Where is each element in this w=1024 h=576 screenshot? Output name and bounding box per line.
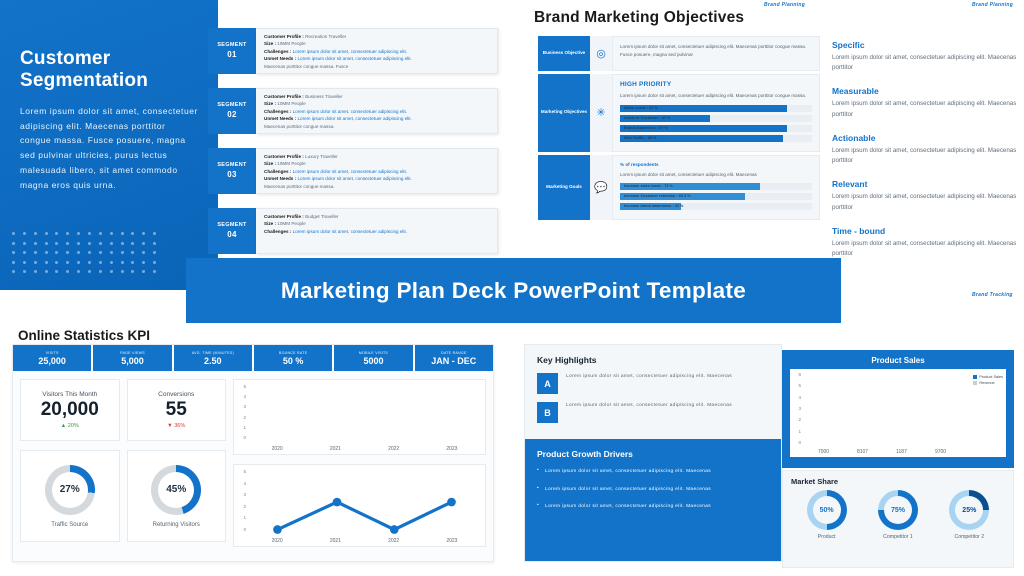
bar-row <box>620 115 812 122</box>
segment-tab-number: 04 <box>227 230 237 240</box>
customer-segmentation-panel <box>0 0 218 290</box>
legend-label: Revenue <box>979 381 995 385</box>
kpi-section-title: Online Statistics KPI <box>18 328 151 343</box>
product-sales-panel <box>782 350 1014 468</box>
bar-series <box>804 373 960 445</box>
market-share-item <box>807 490 847 540</box>
x-tick: 2021 <box>329 538 341 544</box>
row-text: Lorem ipsum dolor sit amet, consectetuer adipiscing elit. Maecenas <box>620 171 757 177</box>
kpi-cell <box>334 345 412 371</box>
y-tick: 5 <box>243 384 246 389</box>
list-item <box>832 86 1022 119</box>
bar-label: Web Traffic : 85 % <box>624 135 657 140</box>
segment-tab-label: SEGMENT <box>217 101 247 108</box>
size-value: 10MM People <box>277 161 306 167</box>
segment-tab <box>208 88 256 134</box>
profile-key: Customer Profile : <box>264 34 304 39</box>
legend-label: Product Sales <box>979 375 1003 379</box>
donut-card <box>20 450 120 542</box>
y-tick: 2 <box>243 414 246 420</box>
y-tick: 1 <box>243 515 246 521</box>
list-item: • Lorem ipsum dolor sit amet, consectetuer adipiscing elit. Maecenas <box>537 486 769 495</box>
x-tick: 7000 <box>817 449 830 455</box>
size-key: Size : <box>264 161 276 167</box>
y-tick: 4 <box>243 394 246 400</box>
y-axis-labels <box>792 372 801 445</box>
profile-key: Customer Profile : <box>264 94 304 99</box>
bar-label: Leads to Customer : 47 % <box>624 115 671 120</box>
list-item <box>525 365 781 394</box>
list-item: • Lorem ipsum dolor sit amet, consectetuer adipiscing elit. Maecenas <box>537 468 769 477</box>
list-item <box>832 226 1022 259</box>
donut-caption: Competitor 1 <box>883 534 913 540</box>
market-share-item <box>878 490 918 540</box>
smart-criteria-list <box>832 40 1022 272</box>
list-item <box>832 40 1022 73</box>
kpi-label: MOBILE VISITS <box>358 350 389 355</box>
segment-tab <box>208 28 256 74</box>
list-item[interactable] <box>208 88 498 134</box>
x-tick: 2020 <box>271 446 283 452</box>
kpi-tiles <box>20 379 226 441</box>
y-axis-labels <box>237 384 246 440</box>
y-tick: 6 <box>798 372 801 377</box>
unmet-key: Unmet Needs : <box>264 56 297 62</box>
line-series <box>250 470 479 562</box>
page-title: Brand Marketing Objectives <box>534 9 745 26</box>
donut-caption: Returning Visitors <box>152 521 200 528</box>
list-item <box>832 133 1022 166</box>
market-share-row <box>791 490 1005 540</box>
profile-value: Recreation Traveller <box>305 34 347 39</box>
corner-note-top-text: Brand Planning <box>972 2 1014 8</box>
highlights-title: Key Highlights <box>537 355 597 365</box>
dot-pattern-decoration <box>12 232 162 278</box>
kpi-cell <box>415 345 493 371</box>
segment-extra: Maecenas porttitor congue massa. <box>264 123 335 129</box>
kpi-label: VISITS <box>45 350 59 355</box>
kpi-label: DATE RANGE <box>441 350 467 355</box>
y-tick: 4 <box>243 480 246 486</box>
market-share-title: Market Share <box>791 477 839 486</box>
segment-card <box>256 148 498 194</box>
smart-title: Time - bound <box>832 225 886 236</box>
challenges-key: Challenges : <box>264 48 292 54</box>
market-share-donut <box>807 490 847 530</box>
unmet-value: Lorem ipsum dolor sit amet, consectetuer adipiscing elit. <box>297 176 412 182</box>
target-icon: ◎ <box>590 36 612 71</box>
y-tick: 3 <box>243 404 246 410</box>
traffic-source-donut <box>45 465 95 515</box>
corner-note-bottom-text: Brand Tracking <box>972 292 1013 298</box>
drivers-title: Product Growth Drivers <box>537 449 633 459</box>
smart-title: Specific <box>832 40 865 50</box>
donut-card <box>127 450 227 542</box>
x-tick: 2021 <box>329 446 341 452</box>
x-tick: 2022 <box>388 446 400 452</box>
segment-tab-label: SEGMENT <box>217 41 247 48</box>
list-item: • Lorem ipsum dolor sit amet, consectetuer adipiscing elit. Maecenas <box>537 503 769 512</box>
bar-series <box>250 385 479 440</box>
kpi-cell <box>174 345 252 371</box>
tile-delta: ▲ 20% <box>60 422 79 429</box>
list-item <box>832 179 1022 212</box>
x-axis-labels <box>248 538 481 544</box>
row-body <box>612 74 820 152</box>
y-tick: 2 <box>798 417 801 423</box>
legend-item <box>973 375 1003 379</box>
smart-text: Lorem ipsum dolor sit amet, consectetuer adipiscing elit. Maecenas porttitor <box>832 54 1017 72</box>
challenges-value: Lorem ipsum dolor sit amet, consectetuer adipiscing elit. <box>292 108 407 114</box>
tile-delta-value: 20% <box>67 422 79 429</box>
y-tick: 0 <box>243 526 246 532</box>
y-tick: 5 <box>798 383 801 389</box>
product-growth-drivers <box>525 439 781 561</box>
market-share-donut <box>878 490 918 530</box>
x-axis-labels <box>248 446 481 452</box>
bar-row <box>620 203 812 210</box>
smart-text: Lorem ipsum dolor sit amet, consectetuer adipiscing elit. Maecenas porttitor <box>832 239 1017 258</box>
unmet-value: Lorem ipsum dolor sit amet, consectetuer adipiscing elit. <box>297 56 412 62</box>
unmet-key: Unmet Needs : <box>264 116 297 122</box>
bar-label: Increase Customer retention : 65.3 % <box>624 194 691 199</box>
segment-tab-label: SEGMENT <box>217 221 247 228</box>
table-row <box>538 36 820 71</box>
kpi-value: 2.50 <box>204 355 222 366</box>
bar-label: Sales Leads : 87 % <box>624 105 658 110</box>
kpi-dashboard <box>12 344 494 562</box>
donut-caption: Product <box>817 534 836 540</box>
product-sales-title: Product Sales <box>871 356 925 365</box>
header-note-text: Brand Planning <box>764 2 806 8</box>
size-value: 10MM People <box>277 41 306 47</box>
kpi-value: 50 % <box>282 355 304 366</box>
segment-list <box>208 28 498 268</box>
kpi-label: PAGE VIEWS <box>120 350 145 355</box>
row-body <box>612 36 820 71</box>
drivers-list <box>537 468 769 512</box>
challenges-key: Challenges : <box>264 228 292 234</box>
bar-row <box>620 125 812 132</box>
y-tick: 3 <box>798 405 801 411</box>
size-key: Size : <box>264 41 276 47</box>
market-share-item <box>949 490 989 540</box>
bar-row <box>620 183 812 190</box>
x-tick: 2023 <box>446 538 458 544</box>
x-tick: 2022 <box>388 538 400 544</box>
row-text: Lorem ipsum dolor sit amet, consectetuer adipiscing elit. Maecenas porttitor congue massa. Fusce posuere, magna sed pulvinar <box>620 44 807 57</box>
segment-tab <box>208 208 256 254</box>
smart-title: Relevant <box>832 179 868 190</box>
highlight-text: Lorem ipsum dolor sit amet, consectetuer adipiscing elit. Maecenas <box>566 403 733 408</box>
donut-caption: Traffic Source <box>51 521 89 528</box>
market-share-donut <box>949 490 989 530</box>
market-share-panel <box>782 470 1014 568</box>
challenges-key: Challenges : <box>264 108 292 114</box>
segment-card <box>256 208 498 254</box>
list-item <box>525 394 781 423</box>
profile-key: Customer Profile : <box>264 214 304 219</box>
size-value: 10MM People <box>277 101 306 107</box>
tile-delta: ▼ 36% <box>167 422 186 429</box>
list-item[interactable] <box>208 208 498 254</box>
row-badge: Marketing Objectives <box>538 74 590 152</box>
banner-title: Marketing Plan Deck PowerPoint Template <box>280 277 747 303</box>
list-item[interactable] <box>208 148 498 194</box>
kpi-strip <box>13 345 493 371</box>
tile-number: 20,000 <box>40 399 99 421</box>
key-highlights-panel <box>524 344 782 562</box>
kpi-value: JAN - DEC <box>431 355 477 366</box>
bar-label: Increase sales leads : 73 % <box>624 184 673 189</box>
kpi-value: 25,000 <box>38 355 66 366</box>
challenges-key: Challenges : <box>264 168 292 174</box>
chat-icon: 💬 <box>590 155 612 221</box>
metric-tile <box>127 379 227 441</box>
x-tick: 1187 <box>896 449 907 455</box>
size-key: Size : <box>264 221 276 227</box>
donut-value: 25% <box>955 496 983 524</box>
objectives-grid <box>538 36 820 223</box>
bar-label: Brand Awareness : 87 % <box>624 125 668 130</box>
kpi-body <box>13 371 493 555</box>
kpi-label: BOUNCE RATE <box>278 350 308 355</box>
legend-item <box>973 381 1003 385</box>
y-tick: 1 <box>798 428 801 434</box>
segmentation-body: Lorem ipsum dolor sit amet, consectetuer adipiscing elit. Maecenas porttitor congue massa. Fusce posuere, magna sed pulvinar ultricies, purus lectus malesuada libero, sit amet commodo magna eros quis urna. <box>20 105 198 191</box>
y-tick: 3 <box>243 492 246 498</box>
tile-title: Visitors This Month <box>42 391 98 399</box>
segment-tab-label: SEGMENT <box>217 161 247 168</box>
y-tick: 0 <box>798 439 801 445</box>
smart-title: Actionable <box>832 132 876 143</box>
table-row <box>538 74 820 152</box>
row-badge: Business Objective <box>538 36 590 71</box>
unmet-value: Lorem ipsum dolor sit amet, consectetuer adipiscing elit. <box>297 116 412 122</box>
tile-delta-value: 36% <box>174 422 186 429</box>
title-banner <box>186 258 841 323</box>
y-axis-labels <box>237 469 246 532</box>
header-note <box>764 2 805 8</box>
brand-marketing-objectives <box>512 0 830 300</box>
tile-title: Conversions <box>158 391 195 399</box>
donut-value: 75% <box>884 496 912 524</box>
respondents-heading: % of respondents <box>620 161 659 167</box>
kpi-cell <box>254 345 332 371</box>
highlight-text: Lorem ipsum dolor sit amet, consectetuer adipiscing elit. Maecenas <box>566 374 733 379</box>
metric-tile <box>20 379 120 441</box>
segmentation-title: Customer Segmentation <box>20 48 149 91</box>
bar-row <box>620 105 812 112</box>
kpi-value: 5,000 <box>121 355 144 366</box>
row-text: Lorem ipsum dolor sit amet, consectetuer adipiscing elit. Maecenas porttitor congue massa. <box>620 92 807 98</box>
smart-text: Lorem ipsum dolor sit amet, consectetuer adipiscing elit. Maecenas porttitor <box>832 100 1017 118</box>
highlight-badge: A <box>537 373 558 394</box>
x-tick: 2020 <box>271 538 283 544</box>
profile-value: Budget Traveller <box>305 214 339 219</box>
segment-tab-number: 01 <box>227 50 237 60</box>
bar-chart <box>233 379 486 455</box>
y-tick: 5 <box>243 469 246 474</box>
challenges-value: Lorem ipsum dolor sit amet, consectetuer adipiscing elit. <box>292 48 407 54</box>
segment-tab-number: 02 <box>227 110 237 120</box>
profile-value: Luxury Traveller <box>305 154 338 159</box>
segment-tab-number: 03 <box>227 170 237 180</box>
size-key: Size : <box>264 101 276 107</box>
smart-text: Lorem ipsum dolor sit amet, consectetuer adipiscing elit. Maecenas porttitor <box>832 193 1017 211</box>
unmet-key: Unmet Needs : <box>264 176 297 182</box>
bar-row <box>620 193 812 200</box>
priority-heading: HIGH PRIORITY <box>620 80 672 88</box>
y-tick: 0 <box>243 434 246 440</box>
line-chart <box>233 464 486 547</box>
kpi-cell <box>13 345 91 371</box>
bar-row <box>620 135 812 142</box>
kpi-value: 5000 <box>363 355 384 366</box>
segment-card <box>256 88 498 134</box>
kpi-label: AVG. TIME (MINUTES) <box>191 350 234 355</box>
segment-tab <box>208 148 256 194</box>
table-row <box>538 155 820 221</box>
size-value: 10MM People <box>277 221 306 227</box>
corner-note-top <box>972 2 1013 8</box>
x-tick: 8107 <box>856 449 869 455</box>
x-tick: 2023 <box>446 446 458 452</box>
segment-extra: Maecenas porttitor congue massa. <box>264 183 335 189</box>
asterisk-icon: ✳ <box>590 74 612 152</box>
list-item[interactable] <box>208 28 498 74</box>
kpi-cell <box>93 345 171 371</box>
corner-note-bottom <box>972 292 1013 298</box>
chart-legend <box>973 375 1003 387</box>
challenges-value: Lorem ipsum dolor sit amet, consectetuer adipiscing elit. <box>292 228 407 234</box>
donut-value: 45% <box>158 472 194 508</box>
highlight-badge: B <box>537 402 558 423</box>
kpi-right-column <box>233 379 486 547</box>
segment-card <box>256 28 498 74</box>
y-tick: 1 <box>243 424 246 430</box>
row-badge: Marketing Goals <box>538 155 590 221</box>
segment-extra: Maecenas porttitor congue massa. Fusce <box>264 63 349 69</box>
smart-text: Lorem ipsum dolor sit amet, consectetuer adipiscing elit. Maecenas porttitor <box>832 146 1017 165</box>
bar-label: Increase brand awareness : 32 % <box>624 204 684 209</box>
y-tick: 2 <box>243 503 246 509</box>
returning-visitors-donut <box>151 465 201 515</box>
profile-value: Business Traveller <box>305 94 343 99</box>
donut-row <box>20 450 226 542</box>
product-sales-chart <box>790 369 1006 457</box>
y-tick: 4 <box>798 394 801 400</box>
donut-value: 50% <box>813 496 841 524</box>
tile-number: 55 <box>165 399 187 421</box>
donut-value: 27% <box>52 472 88 508</box>
kpi-left-column <box>20 379 226 547</box>
row-body <box>612 155 820 221</box>
smart-title: Measurable <box>832 86 879 97</box>
x-axis-labels <box>804 449 960 455</box>
profile-key: Customer Profile : <box>264 154 304 159</box>
x-tick: 9700 <box>934 449 947 455</box>
donut-caption: Competitor 2 <box>954 534 985 540</box>
challenges-value: Lorem ipsum dolor sit amet, consectetuer adipiscing elit. <box>292 168 407 174</box>
